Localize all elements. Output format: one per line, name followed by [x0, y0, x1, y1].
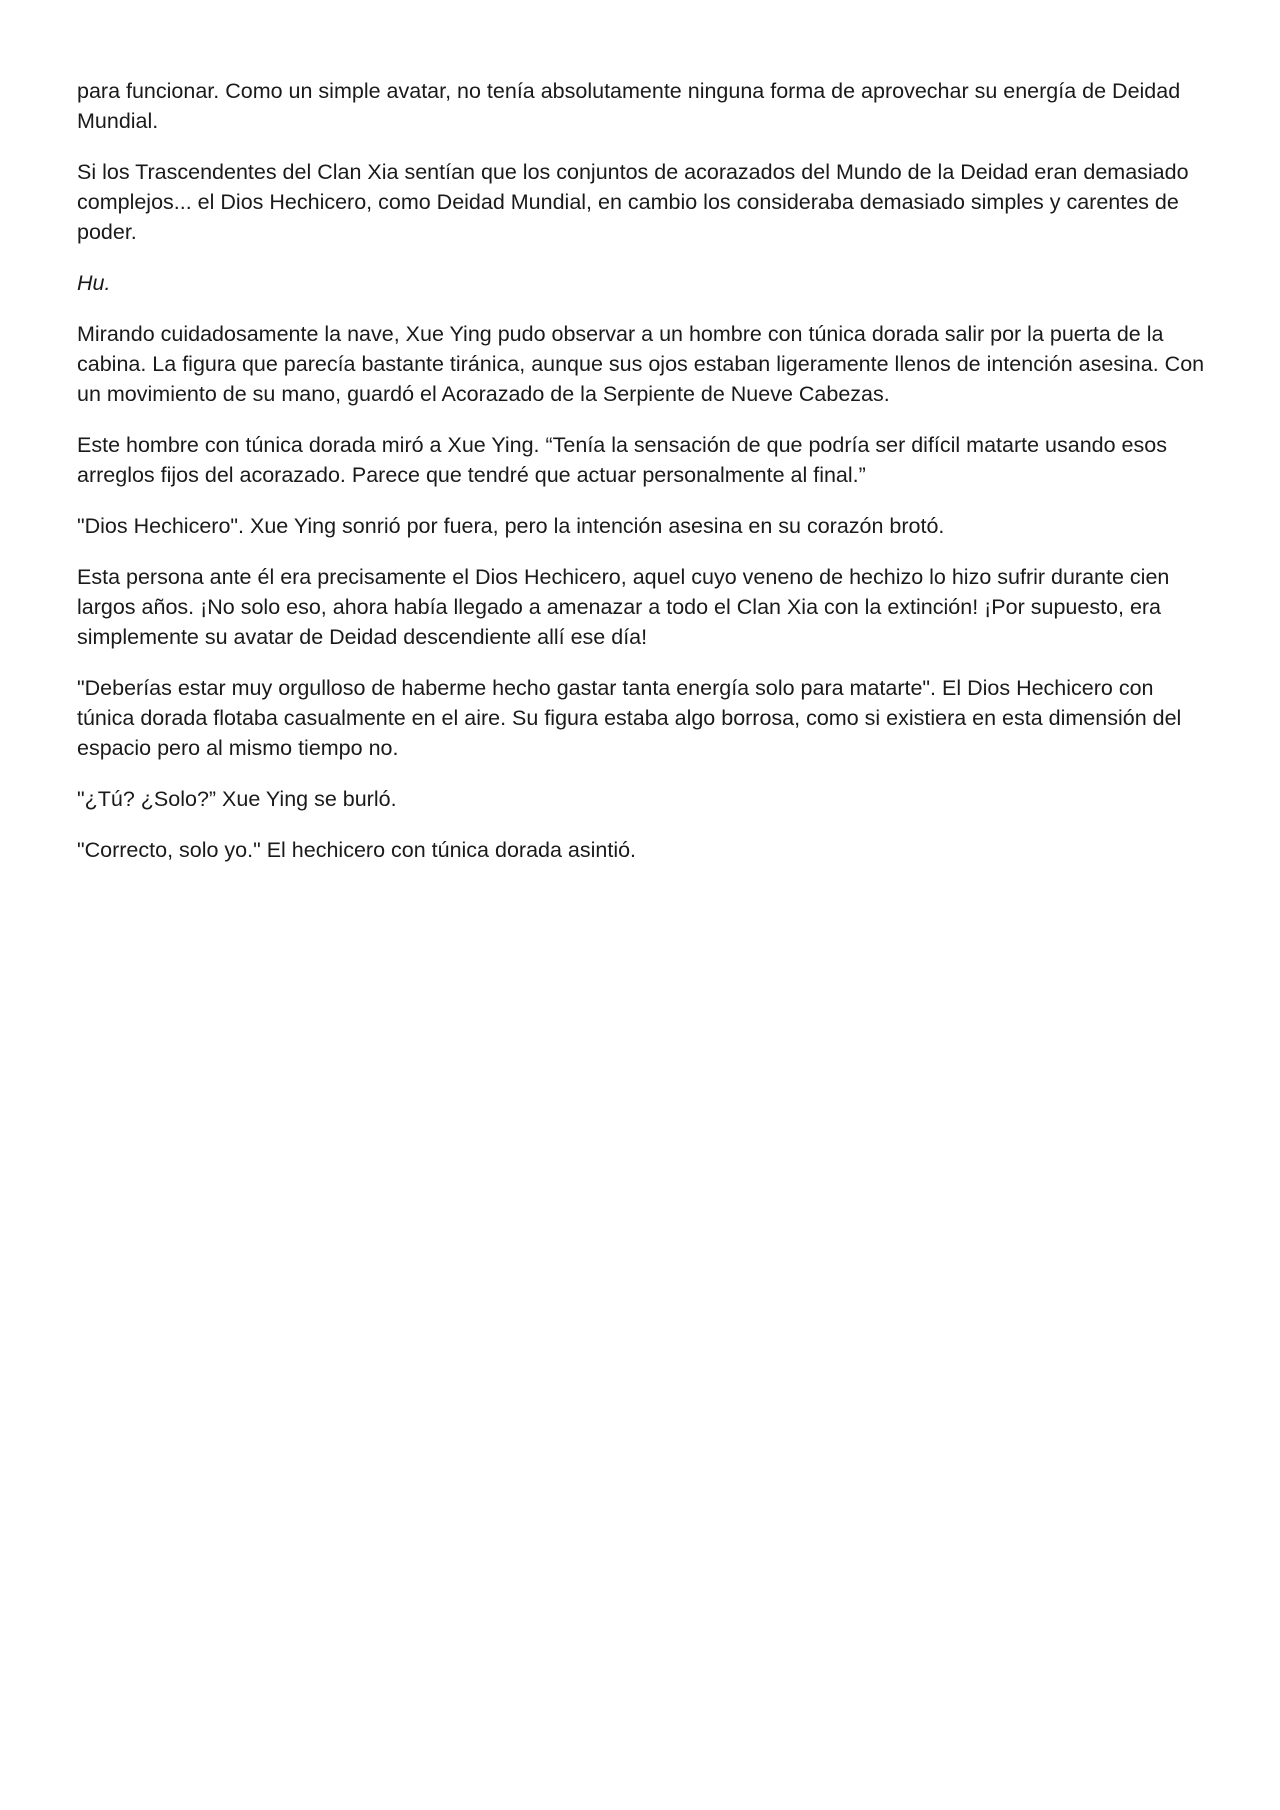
paragraph: para funcionar. Como un simple avatar, no tenía absolutamente ninguna forma de aprovechar su energía de Deidad Mundial. [77, 79, 1181, 133]
paragraph: Si los Trascendentes del Clan Xia sentían que los conjuntos de acorazados del Mundo de la Deidad eran demasiado complejos... el Dios Hechicero, como Deidad Mundial, en cambio los consideraba demasiado simples y carentes de poder. [77, 160, 1189, 244]
paragraph: Esta persona ante él era precisamente el Dios Hechicero, aquel cuyo veneno de hechizo lo hizo sufrir durante cien largos años. ¡No solo eso, ahora había llegado a amenazar a todo el Clan Xia con la extinción! ¡Por supuesto, era simplemente su avatar de Deidad descendiente allí ese día! [77, 565, 1170, 649]
document-body [77, 76, 1207, 886]
paragraph: Este hombre con túnica dorada miró a Xue Ying. “Tenía la sensación de que podría ser difícil matarte usando esos arreglos fijos del acorazado. Parece que tendré que actuar personalmente al final.” [77, 433, 1167, 487]
paragraph: "Dios Hechicero". Xue Ying sonrió por fuera, pero la intención asesina en su corazón brotó. [77, 514, 945, 538]
paragraph: Mirando cuidadosamente la nave, Xue Ying pudo observar a un hombre con túnica dorada salir por la puerta de la cabina. La figura que parecía bastante tiránica, aunque sus ojos estaban ligeramente llenos de intención asesina. Con un movimiento de su mano, guardó el Acorazado de la Serpiente de Nueve Cabezas. [77, 322, 1205, 406]
paragraph: "Deberías estar muy orgulloso de haberme hecho gastar tanta energía solo para matarte". El Dios Hechicero con túnica dorada flotaba casualmente en el aire. Su figura estaba algo borrosa, como si existiera en esta dimensión del espacio pero al mismo tiempo no. [77, 676, 1182, 760]
paragraph: "Correcto, solo yo." El hechicero con túnica dorada asintió. [77, 838, 637, 862]
paragraph: Hu. [77, 271, 111, 295]
paragraph: "¿Tú? ¿Solo?” Xue Ying se burló. [77, 787, 397, 811]
